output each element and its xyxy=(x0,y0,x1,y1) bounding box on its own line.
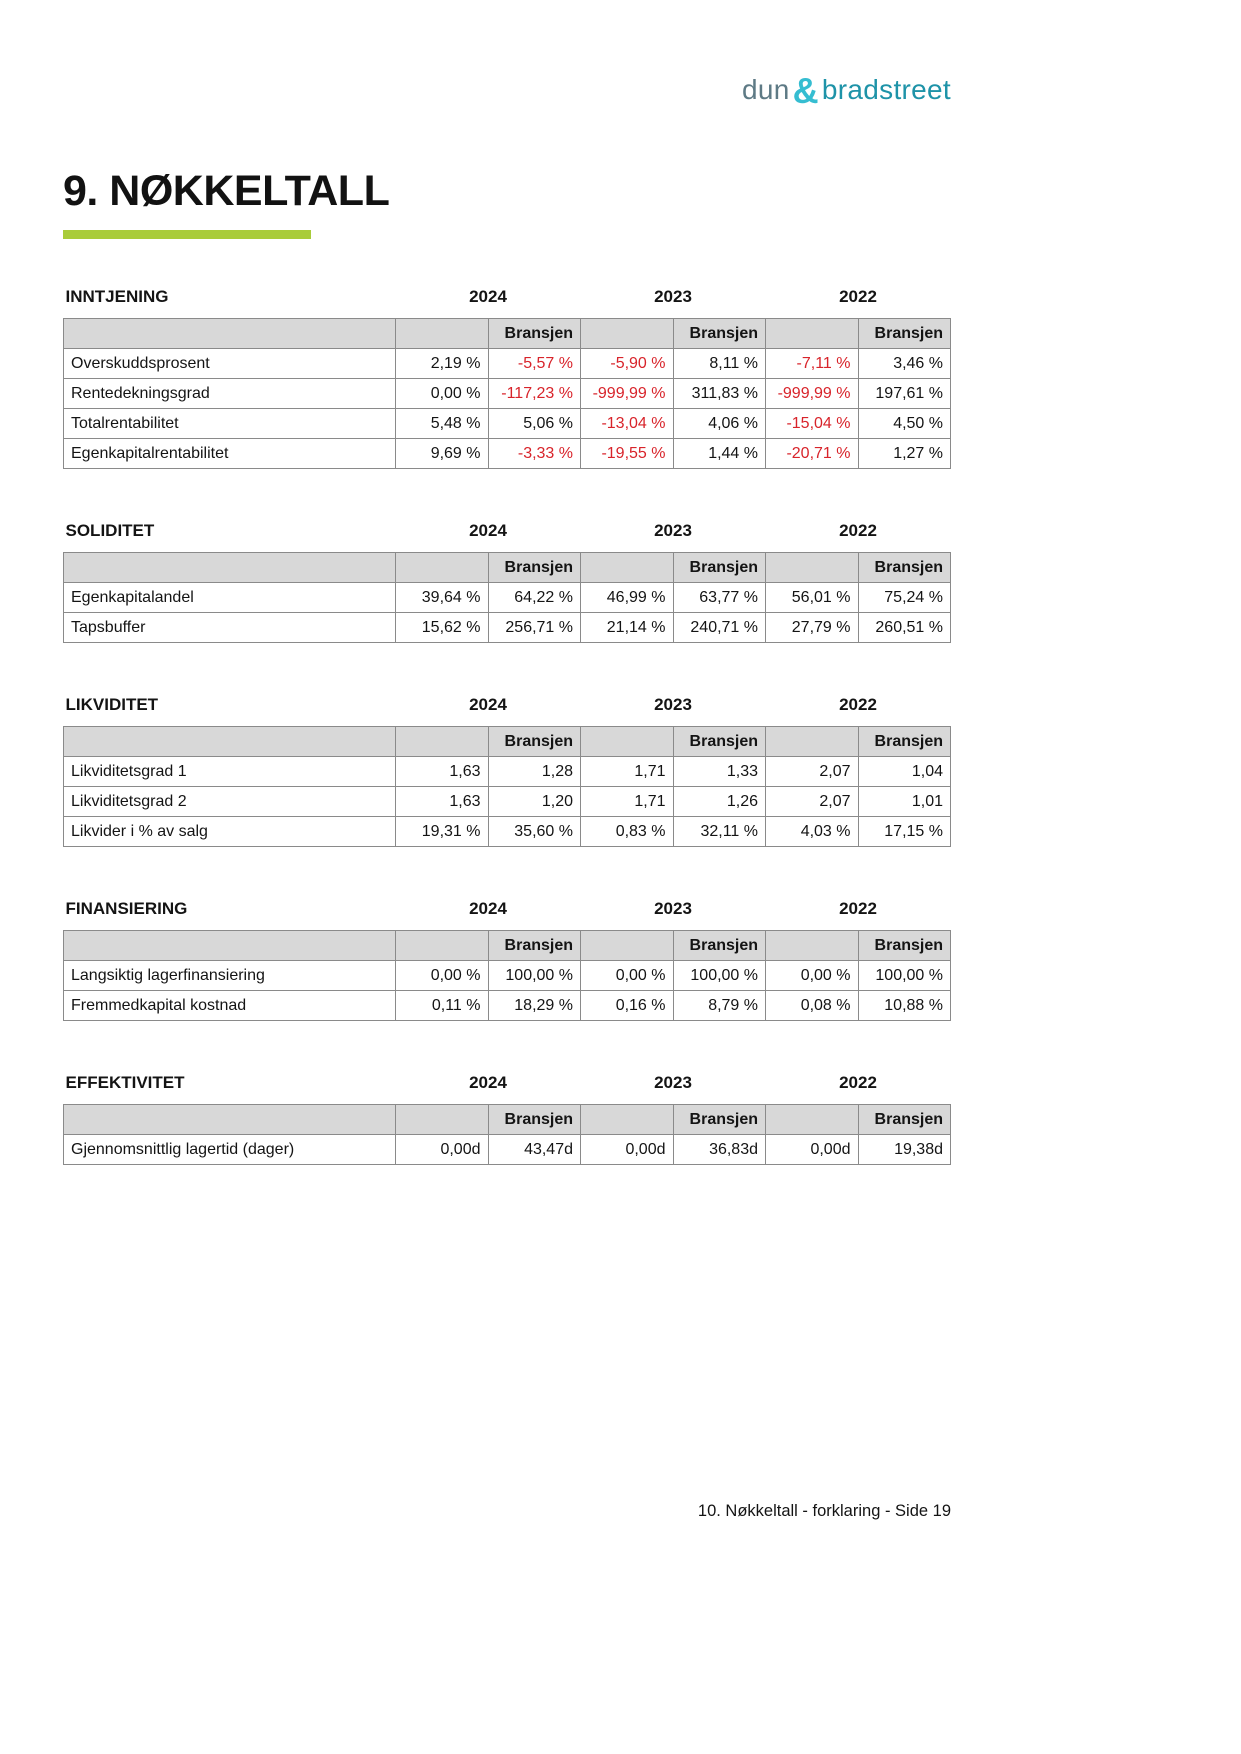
year-header: 2024 xyxy=(469,695,507,714)
value-cell: 18,29 % xyxy=(488,991,581,1021)
value-cell: 0,00 % xyxy=(581,961,674,991)
logo-text-bradstreet: bradstreet xyxy=(821,74,951,105)
report-page-content xyxy=(63,0,951,1754)
column-header-bransjen: Bransjen xyxy=(858,727,951,757)
row-label: Egenkapitalandel xyxy=(64,583,396,613)
table-effektivitet xyxy=(63,1068,951,1165)
value-cell: 0,00 % xyxy=(396,379,489,409)
value-cell: 3,46 % xyxy=(858,349,951,379)
value-cell: 100,00 % xyxy=(488,961,581,991)
row-label: Langsiktig lagerfinansiering xyxy=(64,961,396,991)
value-cell: -15,04 % xyxy=(766,409,859,439)
year-header: 2024 xyxy=(469,287,507,306)
value-cell: 1,63 xyxy=(396,787,489,817)
column-header-empty xyxy=(766,319,859,349)
value-cell: -13,04 % xyxy=(581,409,674,439)
value-cell: 43,47d xyxy=(488,1135,581,1165)
value-cell: 240,71 % xyxy=(673,613,766,643)
section-header-row xyxy=(64,690,951,727)
column-header-empty xyxy=(766,931,859,961)
section-header-row xyxy=(64,894,951,931)
year-header: 2022 xyxy=(839,521,877,540)
column-header-row xyxy=(64,1105,951,1135)
section-header-row xyxy=(64,1068,951,1105)
row-label: Totalrentabilitet xyxy=(64,409,396,439)
value-cell: 75,24 % xyxy=(858,583,951,613)
value-cell: 1,71 xyxy=(581,757,674,787)
value-cell: 0,00d xyxy=(766,1135,859,1165)
column-header-bransjen: Bransjen xyxy=(673,319,766,349)
table-inntjening xyxy=(63,282,951,469)
value-cell: 1,01 xyxy=(858,787,951,817)
column-header-bransjen: Bransjen xyxy=(673,553,766,583)
logo-ampersand-icon: & xyxy=(792,70,819,111)
column-header-empty xyxy=(396,931,489,961)
year-header: 2022 xyxy=(839,287,877,306)
year-header: 2023 xyxy=(654,521,692,540)
year-header: 2022 xyxy=(839,695,877,714)
year-header: 2023 xyxy=(654,1073,692,1092)
column-header-empty xyxy=(396,727,489,757)
year-header: 2022 xyxy=(839,1073,877,1092)
column-header-bransjen: Bransjen xyxy=(488,319,581,349)
table-soliditet xyxy=(63,516,951,643)
table-likviditet xyxy=(63,690,951,847)
column-header-empty xyxy=(581,727,674,757)
column-header-row xyxy=(64,553,951,583)
column-header-row xyxy=(64,931,951,961)
column-header-spacer xyxy=(64,1105,396,1135)
value-cell: -19,55 % xyxy=(581,439,674,469)
value-cell: 0,11 % xyxy=(396,991,489,1021)
section-title-soliditet: SOLIDITET xyxy=(65,521,155,540)
table-row xyxy=(64,349,951,379)
value-cell: 0,00 % xyxy=(766,961,859,991)
section-header-row xyxy=(64,516,951,553)
value-cell: 100,00 % xyxy=(673,961,766,991)
value-cell: -5,57 % xyxy=(488,349,581,379)
table-row xyxy=(64,757,951,787)
year-header: 2024 xyxy=(469,521,507,540)
column-header-empty xyxy=(396,319,489,349)
value-cell: 8,11 % xyxy=(673,349,766,379)
table-row xyxy=(64,961,951,991)
value-cell: 5,48 % xyxy=(396,409,489,439)
year-header: 2024 xyxy=(469,899,507,918)
section-title-effektivitet: EFFEKTIVITET xyxy=(65,1073,185,1092)
value-cell: -999,99 % xyxy=(766,379,859,409)
dun-bradstreet-logo xyxy=(742,70,951,112)
value-cell: 2,07 xyxy=(766,787,859,817)
column-header-bransjen: Bransjen xyxy=(858,553,951,583)
value-cell: -117,23 % xyxy=(488,379,581,409)
table-row xyxy=(64,991,951,1021)
column-header-row xyxy=(64,319,951,349)
page-title: 9. NØKKELTALL xyxy=(63,167,390,215)
section-title-likviditet: LIKVIDITET xyxy=(65,695,159,714)
value-cell: 4,50 % xyxy=(858,409,951,439)
column-header-empty xyxy=(766,553,859,583)
row-label: Egenkapitalrentabilitet xyxy=(64,439,396,469)
value-cell: 260,51 % xyxy=(858,613,951,643)
column-header-empty xyxy=(396,553,489,583)
value-cell: 4,03 % xyxy=(766,817,859,847)
column-header-bransjen: Bransjen xyxy=(858,931,951,961)
value-cell: -5,90 % xyxy=(581,349,674,379)
section-header-row xyxy=(64,282,951,319)
table-row xyxy=(64,1135,951,1165)
row-label: Likviditetsgrad 2 xyxy=(64,787,396,817)
logo-text-dun: dun xyxy=(741,74,790,105)
value-cell: 1,04 xyxy=(858,757,951,787)
value-cell: -20,71 % xyxy=(766,439,859,469)
column-header-spacer xyxy=(64,319,396,349)
value-cell: 0,08 % xyxy=(766,991,859,1021)
table-row xyxy=(64,379,951,409)
row-label: Fremmedkapital kostnad xyxy=(64,991,396,1021)
table-row xyxy=(64,583,951,613)
column-header-empty xyxy=(581,1105,674,1135)
value-cell: 1,20 xyxy=(488,787,581,817)
column-header-bransjen: Bransjen xyxy=(488,1105,581,1135)
value-cell: 27,79 % xyxy=(766,613,859,643)
value-cell: 2,07 xyxy=(766,757,859,787)
column-header-empty xyxy=(766,727,859,757)
column-header-bransjen: Bransjen xyxy=(673,727,766,757)
row-label: Tapsbuffer xyxy=(64,613,396,643)
column-header-empty xyxy=(581,931,674,961)
column-header-spacer xyxy=(64,931,396,961)
value-cell: 0,83 % xyxy=(581,817,674,847)
table-row xyxy=(64,787,951,817)
table-row xyxy=(64,409,951,439)
value-cell: 56,01 % xyxy=(766,583,859,613)
value-cell: 8,79 % xyxy=(673,991,766,1021)
year-header: 2022 xyxy=(839,899,877,918)
row-label: Likvider i % av salg xyxy=(64,817,396,847)
value-cell: 2,19 % xyxy=(396,349,489,379)
value-cell: 100,00 % xyxy=(858,961,951,991)
value-cell: 32,11 % xyxy=(673,817,766,847)
year-header: 2023 xyxy=(654,287,692,306)
value-cell: 35,60 % xyxy=(488,817,581,847)
value-cell: 36,83d xyxy=(673,1135,766,1165)
column-header-spacer xyxy=(64,727,396,757)
value-cell: 64,22 % xyxy=(488,583,581,613)
year-header: 2023 xyxy=(654,899,692,918)
value-cell: 197,61 % xyxy=(858,379,951,409)
value-cell: -7,11 % xyxy=(766,349,859,379)
value-cell: 1,44 % xyxy=(673,439,766,469)
value-cell: 1,33 xyxy=(673,757,766,787)
row-label: Gjennomsnittlig lagertid (dager) xyxy=(64,1135,396,1165)
value-cell: 15,62 % xyxy=(396,613,489,643)
column-header-row xyxy=(64,727,951,757)
column-header-bransjen: Bransjen xyxy=(673,1105,766,1135)
column-header-empty xyxy=(581,553,674,583)
value-cell: 63,77 % xyxy=(673,583,766,613)
column-header-bransjen: Bransjen xyxy=(673,931,766,961)
value-cell: 1,27 % xyxy=(858,439,951,469)
value-cell: 21,14 % xyxy=(581,613,674,643)
value-cell: 0,00d xyxy=(396,1135,489,1165)
value-cell: 19,38d xyxy=(858,1135,951,1165)
value-cell: 10,88 % xyxy=(858,991,951,1021)
column-header-bransjen: Bransjen xyxy=(488,931,581,961)
value-cell: 1,63 xyxy=(396,757,489,787)
value-cell: 46,99 % xyxy=(581,583,674,613)
value-cell: -999,99 % xyxy=(581,379,674,409)
row-label: Likviditetsgrad 1 xyxy=(64,757,396,787)
value-cell: -3,33 % xyxy=(488,439,581,469)
table-row xyxy=(64,817,951,847)
column-header-empty xyxy=(581,319,674,349)
value-cell: 17,15 % xyxy=(858,817,951,847)
table-row xyxy=(64,439,951,469)
value-cell: 1,71 xyxy=(581,787,674,817)
column-header-bransjen: Bransjen xyxy=(858,319,951,349)
value-cell: 1,26 xyxy=(673,787,766,817)
row-label: Overskuddsprosent xyxy=(64,349,396,379)
table-row xyxy=(64,613,951,643)
value-cell: 0,00d xyxy=(581,1135,674,1165)
value-cell: 9,69 % xyxy=(396,439,489,469)
section-title-finansiering: FINANSIERING xyxy=(65,899,188,918)
column-header-bransjen: Bransjen xyxy=(488,553,581,583)
title-underline xyxy=(63,230,311,239)
value-cell: 5,06 % xyxy=(488,409,581,439)
column-header-empty xyxy=(766,1105,859,1135)
value-cell: 39,64 % xyxy=(396,583,489,613)
value-cell: 1,28 xyxy=(488,757,581,787)
table-finansiering xyxy=(63,894,951,1021)
column-header-empty xyxy=(396,1105,489,1135)
tables-container xyxy=(63,282,951,1212)
column-header-bransjen: Bransjen xyxy=(488,727,581,757)
value-cell: 256,71 % xyxy=(488,613,581,643)
value-cell: 311,83 % xyxy=(673,379,766,409)
year-header: 2024 xyxy=(469,1073,507,1092)
year-header: 2023 xyxy=(654,695,692,714)
column-header-bransjen: Bransjen xyxy=(858,1105,951,1135)
section-title-inntjening: INNTJENING xyxy=(65,287,169,306)
value-cell: 0,16 % xyxy=(581,991,674,1021)
page-footer: 10. Nøkkeltall - forklaring - Side 19 xyxy=(697,1502,951,1520)
row-label: Rentedekningsgrad xyxy=(64,379,396,409)
value-cell: 19,31 % xyxy=(396,817,489,847)
value-cell: 0,00 % xyxy=(396,961,489,991)
value-cell: 4,06 % xyxy=(673,409,766,439)
column-header-spacer xyxy=(64,553,396,583)
